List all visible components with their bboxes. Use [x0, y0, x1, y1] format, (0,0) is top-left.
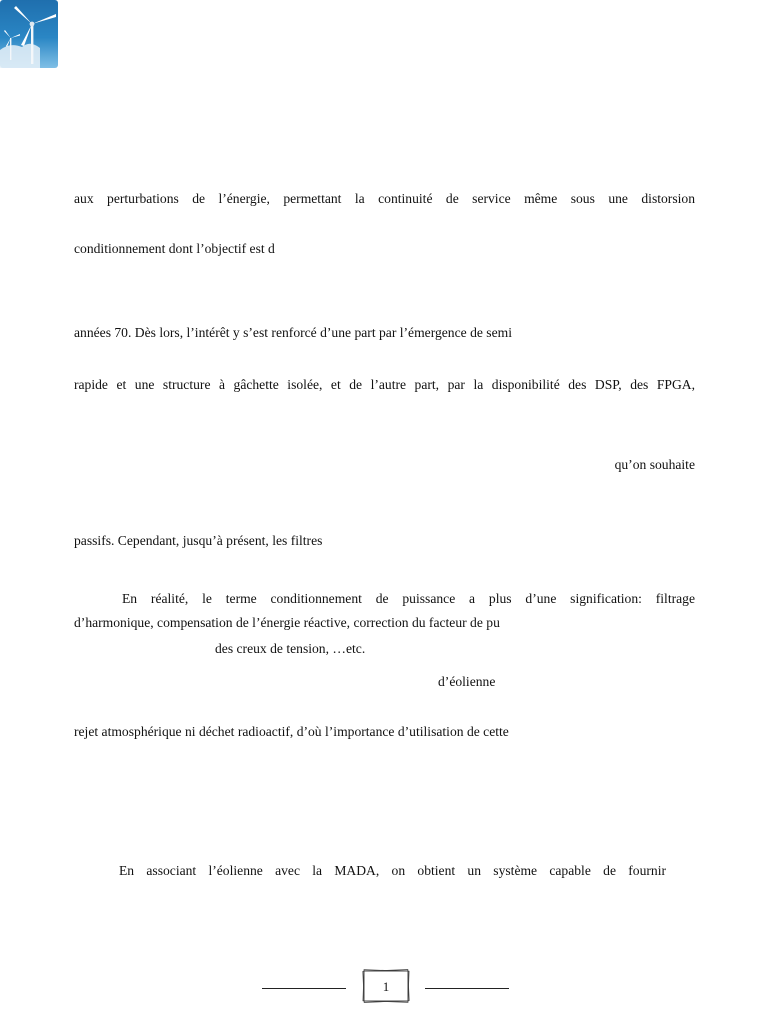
- paragraph-line: d’éolienne: [438, 674, 496, 689]
- paragraph-line: passifs. Cependant, jusqu’à présent, les filtres: [74, 533, 323, 548]
- paragraph-line: des creux de tension, …etc.: [215, 641, 366, 656]
- footer-rule-right: [425, 988, 509, 989]
- paragraph-line: rapide et une structure à gâchette isolée, et de l’autre part, par la disponibilité des DSP, des FPGA,: [74, 377, 695, 392]
- paragraph-line: qu’on souhaite: [614, 457, 695, 472]
- footer-rule-left: [262, 988, 346, 989]
- wind-turbine-logo: [0, 0, 58, 68]
- paragraph-line: En associant l’éolienne avec la MADA, on obtient un système capable de fournir: [119, 863, 666, 878]
- paragraph-line: d’harmonique, compensation de l’énergie réactive, correction du facteur de pu: [74, 615, 500, 630]
- paragraph-line: années 70. Dès lors, l’intérêt y s’est renforcé d’une part par l’émergence de semi: [74, 325, 512, 340]
- page-number-box: [361, 966, 411, 1006]
- paragraph-line: rejet atmosphérique ni déchet radioactif, d’où l’importance d’utilisation de cette: [74, 724, 509, 739]
- paragraph-line: En réalité, le terme conditionnement de puissance a plus d’une signification: filtrage: [122, 591, 695, 606]
- paragraph-line: conditionnement dont l’objectif est d: [74, 241, 275, 256]
- paragraph-line: aux perturbations de l’énergie, permettant la continuité de service même sous une distorsion: [74, 191, 695, 206]
- page-number: 1: [382, 979, 390, 994]
